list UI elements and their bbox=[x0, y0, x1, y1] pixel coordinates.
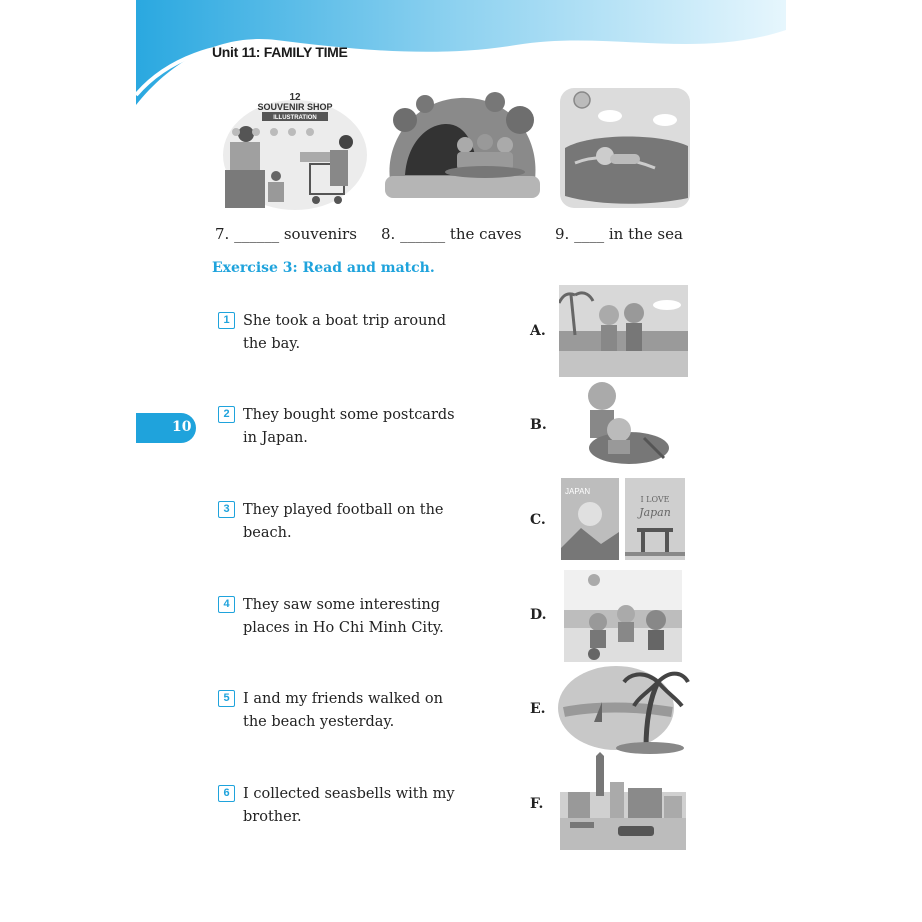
sentence-2-line2: in Japan. bbox=[243, 430, 308, 446]
option-b-kids-sand-picture bbox=[574, 378, 670, 470]
sentence-number-6: 6 bbox=[218, 785, 235, 802]
sentence-number-2: 2 bbox=[218, 406, 235, 423]
postcard-left-label: JAPAN bbox=[565, 487, 591, 496]
option-letter-c: C. bbox=[530, 512, 546, 528]
sentence-1-line2: the bay. bbox=[243, 336, 301, 352]
caption-7: 7. ______ souvenirs bbox=[215, 225, 357, 243]
caption-9: 9. ____ in the sea bbox=[555, 225, 683, 243]
option-letter-a: A. bbox=[530, 323, 546, 339]
sentence-6-line1: I collected seasbells with my bbox=[243, 786, 455, 802]
shop-sign-subtitle: ILLUSTRATION bbox=[273, 115, 317, 121]
option-c-japan-postcards-picture bbox=[561, 478, 685, 560]
sentence-4-line2: places in Ho Chi Minh City. bbox=[243, 620, 444, 636]
postcard-right-line1: I LOVE bbox=[640, 495, 670, 504]
sentence-number-3: 3 bbox=[218, 501, 235, 518]
option-e-palm-island-picture bbox=[554, 662, 690, 754]
sentence-3-line2: beach. bbox=[243, 525, 292, 541]
option-letter-b: B. bbox=[530, 417, 547, 433]
sentence-number-4: 4 bbox=[218, 596, 235, 613]
option-letter-d: D. bbox=[530, 607, 547, 623]
sentence-number-1: 1 bbox=[218, 312, 235, 329]
sentence-4-line1: They saw some interesting bbox=[243, 597, 441, 613]
sentence-3-line1: They played football on the bbox=[243, 502, 444, 518]
sentence-2-line1: They bought some postcards bbox=[243, 407, 455, 423]
shop-sign-title: SOUVENIR SHOP bbox=[257, 102, 333, 112]
postcard-right-line2: Japan bbox=[639, 506, 671, 519]
option-f-ho-chi-minh-city-picture bbox=[560, 752, 686, 850]
sentence-5-line2: the beach yesterday. bbox=[243, 714, 395, 730]
option-d-kids-football-picture bbox=[564, 570, 682, 662]
exercise-3-title: Exercise 3: Read and match. bbox=[212, 260, 435, 276]
page-number: 10 bbox=[172, 419, 192, 435]
swimming-sea-picture bbox=[560, 88, 690, 208]
sentence-6-line2: brother. bbox=[243, 809, 302, 825]
sentence-1-line1: She took a boat trip around bbox=[243, 313, 447, 329]
sentence-number-5: 5 bbox=[218, 690, 235, 707]
sentence-5-line1: I and my friends walked on bbox=[243, 691, 443, 707]
souvenir-shop-picture bbox=[220, 90, 370, 210]
caves-picture bbox=[385, 90, 540, 205]
caption-8: 8. ______ the caves bbox=[381, 225, 522, 243]
unit-title: Unit 11: FAMILY TIME bbox=[212, 44, 348, 60]
option-letter-f: F. bbox=[530, 796, 544, 812]
shop-sign-number: 12 bbox=[289, 92, 301, 103]
option-a-kids-beach-picture bbox=[559, 285, 688, 377]
option-letter-e: E. bbox=[530, 701, 546, 717]
